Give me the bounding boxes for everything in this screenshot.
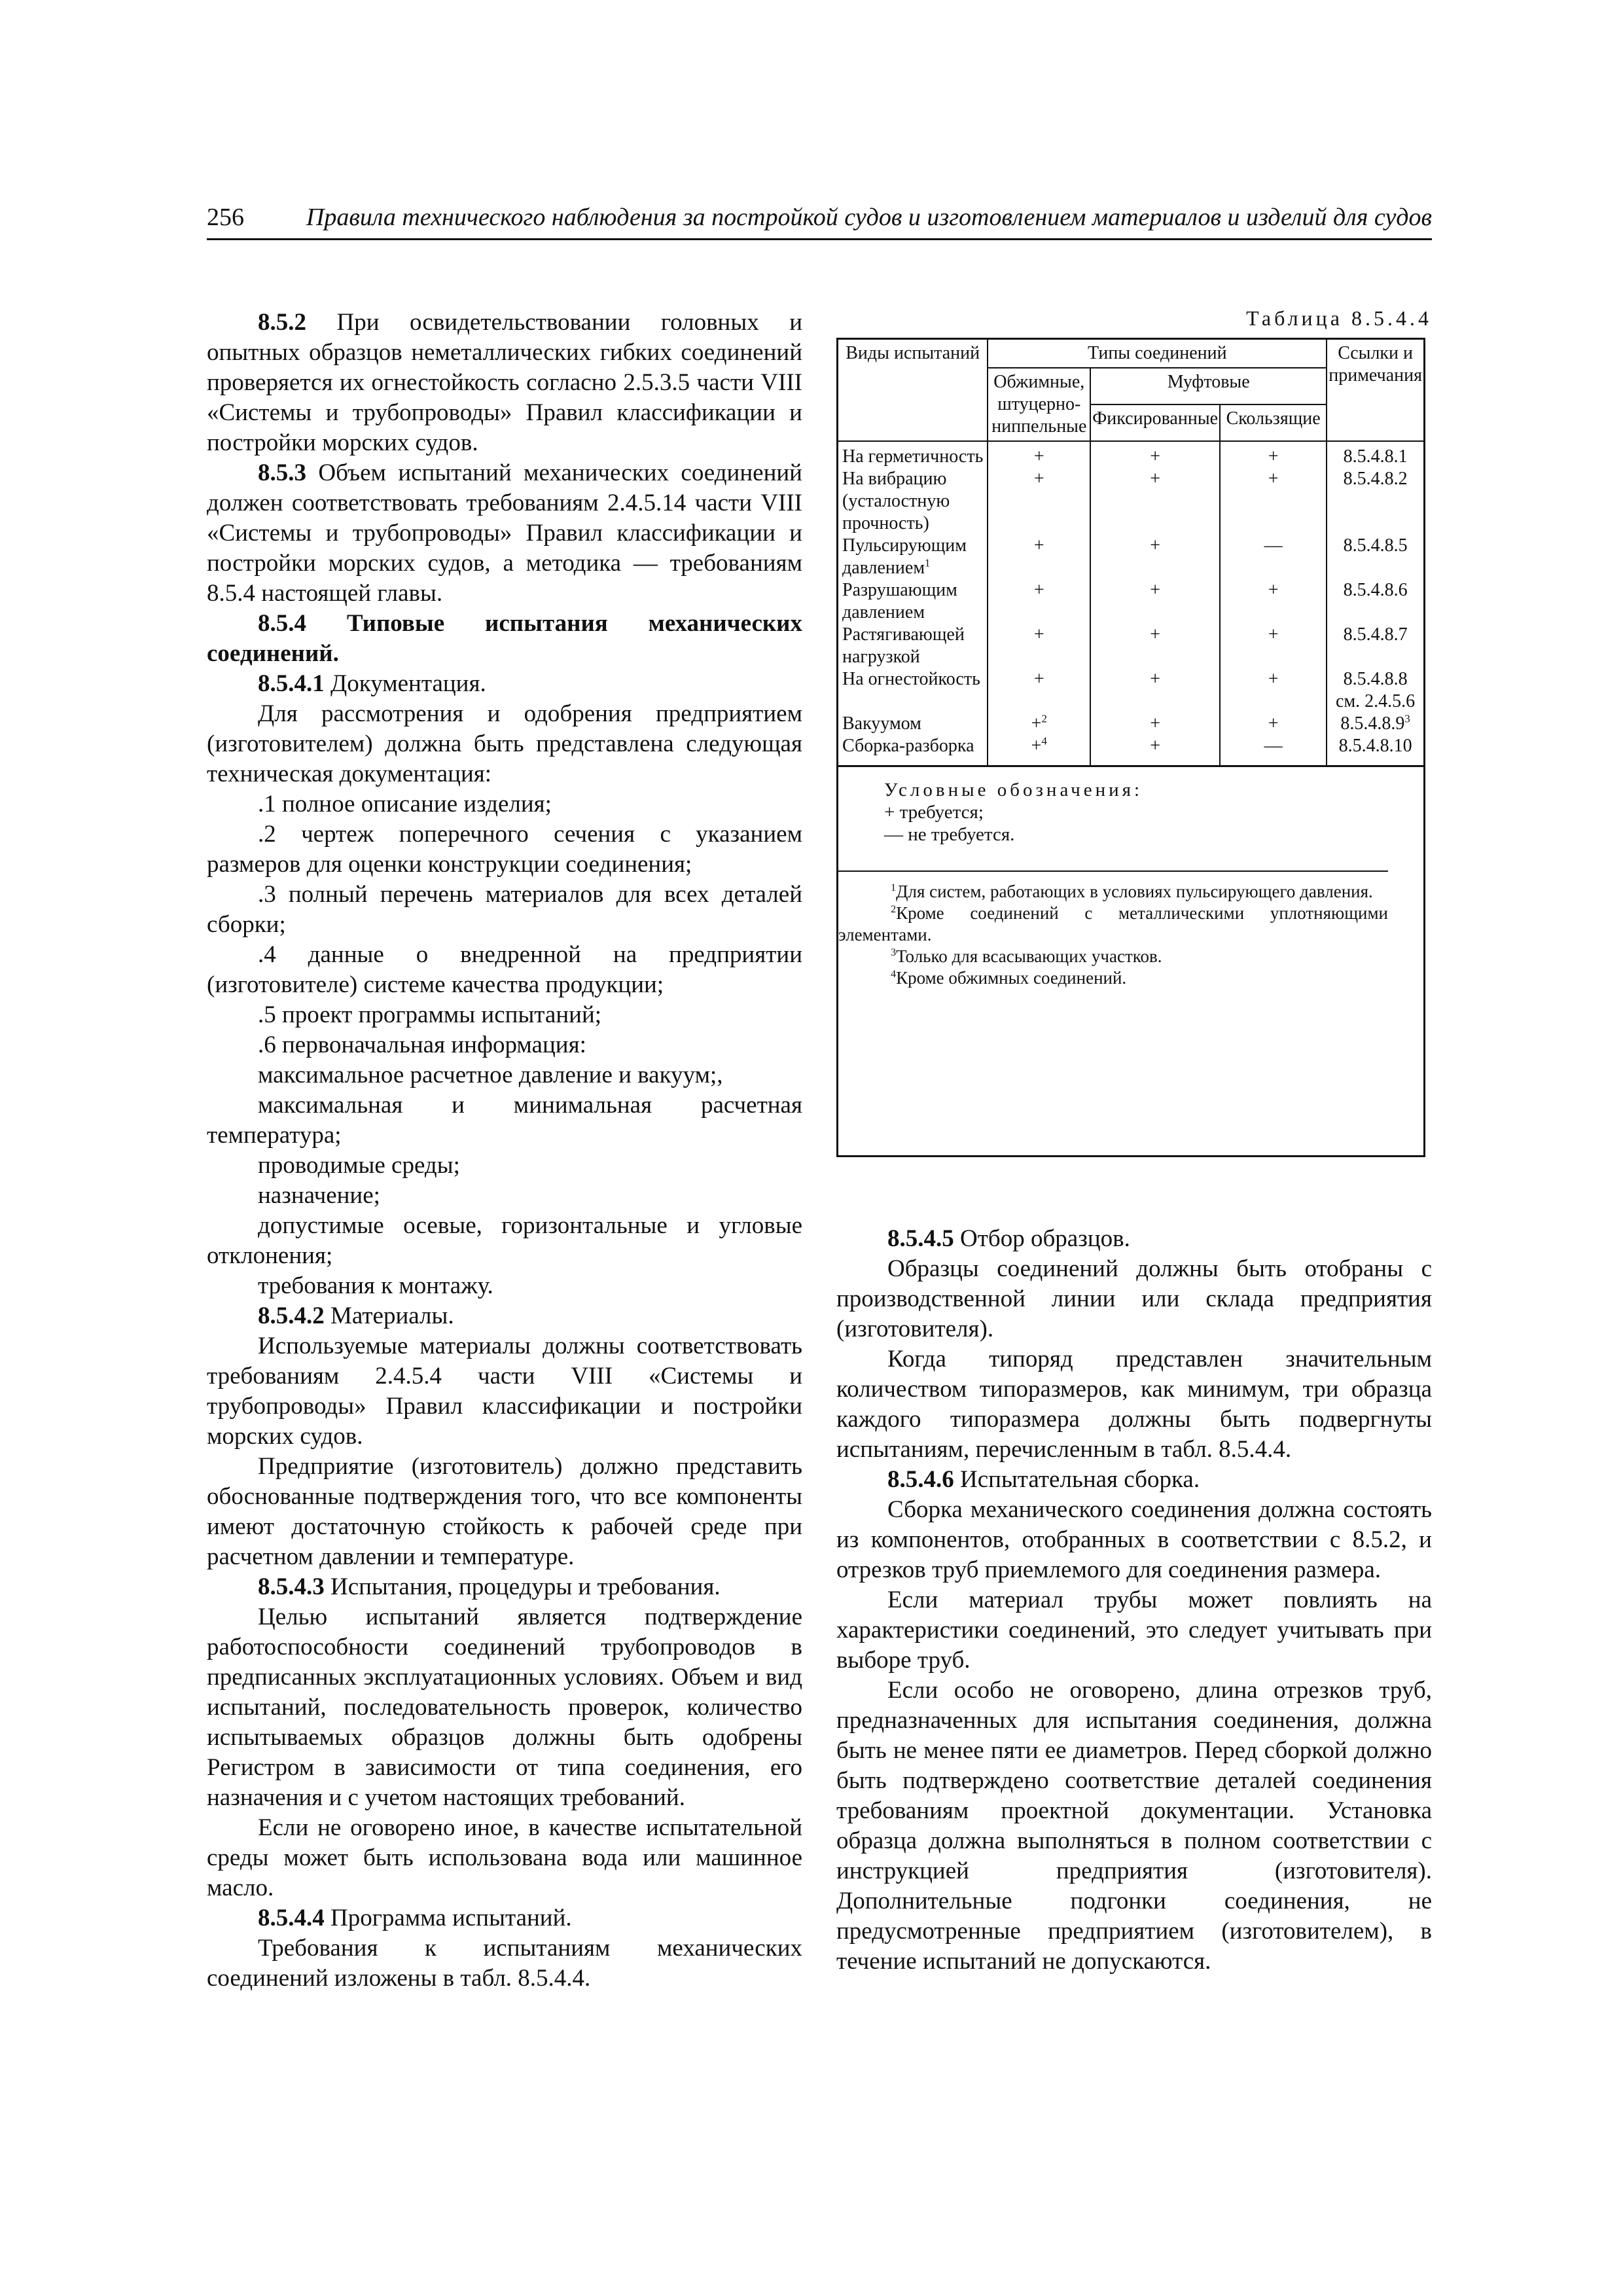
ref-text: см. 2.4.5.6 [1336, 691, 1416, 711]
cell-ref: 8.5.4.8.2 [1327, 468, 1423, 535]
paragraph-8-5-4-1 [207, 669, 802, 699]
cell-fixed: + [1090, 468, 1220, 535]
clause-number: 8.5.4.5 [887, 1225, 954, 1252]
clause-text: Программа испытаний. [324, 1905, 572, 1931]
paragraph-8-5-2 [207, 308, 802, 458]
footnote-text: Кроме соединений с металлическими уплотняющими элементами. [838, 903, 1388, 944]
footnote [838, 881, 1388, 903]
cell-crimp: + [988, 535, 1090, 579]
legend-required: + требуется; [884, 802, 984, 823]
section-heading-8-5-4: 8.5.4 Типовые испытания механических соединений. [207, 610, 802, 667]
cell-fixed: + [1090, 713, 1220, 735]
running-title: Правила технического наблюдения за постройкой судов и изготовлением материалов и изделий для судов [306, 204, 1432, 231]
table-8-5-4-4 [836, 338, 1425, 1157]
header-joint-types: Типы соединений [988, 340, 1327, 368]
table-row [838, 624, 1423, 668]
row-name: На вибрацию (усталостную прочность) [842, 469, 950, 533]
legend-title: Условные обозначения: [884, 780, 1143, 800]
cell-crimp: + [988, 668, 1090, 713]
clause-text: Испытательная сборка. [954, 1466, 1200, 1493]
ref-text: 8.5.4.8.9 [1340, 713, 1405, 734]
paragraph-test-goal: Целью испытаний является подтверждение работоспособности соединений трубопроводов в предписанных эксплуатационных условиях. Объем и вид испытаний, последовательность проверок, количество испытываемых образцов должны быть одобрены Регистром в зависимости от типа соединения, его назначения и с учетом настоящих требований. [207, 1604, 802, 1811]
paragraph-manufacturer: Предприятие (изготовитель) должно представить обоснованные подтверждения того, что все компоненты имеют достаточную стойкость к рабочей среде при расчетном давлении и температуре. [207, 1453, 802, 1570]
cell-fixed: + [1090, 441, 1220, 468]
right-column [836, 1224, 1432, 1977]
footnote-text: Для систем, работающих в условиях пульсирующего давления. [896, 882, 1373, 901]
list-item: .3 полный перечень материалов для всех деталей сборки; [207, 881, 802, 938]
info-item: назначение; [258, 1182, 380, 1209]
footnote [838, 967, 1388, 989]
left-column [207, 308, 802, 1994]
table-row [838, 713, 1423, 735]
clause-number: 8.5.3 [258, 459, 306, 486]
clause-text: Испытания, процедуры и требования. [324, 1573, 721, 1600]
cell-crimp: + [988, 624, 1090, 668]
cell-ref: 8.5.4.8.6 [1327, 579, 1423, 624]
list-item: .6 первоначальная информация: [258, 1031, 586, 1058]
footnote-mark: 4 [891, 968, 897, 980]
info-item: допустимые осевые, горизонтальные и угловые отклонения; [207, 1212, 802, 1269]
list-item: .4 данные о внедренной на предприятии (изготовителе) системе качества продукции; [207, 941, 802, 998]
table-footnotes [838, 870, 1388, 989]
clause-text: Документация. [324, 670, 486, 697]
row-name: Сборка-разборка [842, 736, 974, 756]
cell-ref: 8.5.4.8.7 [1327, 624, 1423, 668]
footnote-mark: 1 [891, 882, 897, 893]
page-header [207, 196, 1432, 240]
ref-text: 8.5.4.8.8 [1343, 669, 1408, 689]
cell-value: + [1031, 736, 1042, 756]
cell-crimp: + [988, 468, 1090, 535]
table-row [838, 735, 1423, 765]
table-row [838, 468, 1423, 535]
cell-sliding: — [1220, 735, 1327, 765]
paragraph-test-medium: Если не оговорено иное, в качестве испытательной среды может быть использована вода или машинное масло. [207, 1814, 802, 1901]
cell-sliding: + [1220, 468, 1327, 535]
table-row [838, 579, 1423, 624]
row-name: Разрушающим давлением [842, 580, 957, 622]
footnote-text: Кроме обжимных соединений. [896, 968, 1127, 988]
header-coupling: Муфтовые [1090, 368, 1327, 404]
row-name: Вакуумом [842, 713, 921, 734]
cell-sliding: + [1220, 713, 1327, 735]
paragraph-8-5-4-4 [207, 1903, 802, 1933]
clause-number: 8.5.2 [258, 309, 306, 336]
header-test-types: Виды испытаний [838, 340, 988, 441]
list-item: .1 полное описание изделия; [258, 791, 552, 817]
paragraph-sampling: Образцы соединений должны быть отобраны с производственной линии или склада предприятия (изготовителя). [836, 1255, 1432, 1342]
footnote-mark: 1 [925, 556, 931, 569]
paragraph-materials: Используемые материалы должны соответствовать требованиям 2.4.5.4 части VIII «Системы и трубопроводы» Правил классификации и постройки морских судов. [207, 1333, 802, 1450]
table-legend [838, 765, 1423, 851]
info-item: максимальное расчетное давление и вакуум;, [258, 1062, 723, 1088]
cell-fixed: + [1090, 624, 1220, 668]
table-row [838, 441, 1423, 468]
cell-sliding: + [1220, 624, 1327, 668]
clause-text: Объем испытаний механических соединений должен соответствовать требованиям 2.4.5.14 части VIII «Системы и трубопроводы» Правил классификации и постройки морских судов, а методика — требованиям 8.5.4 настоящей главы. [207, 459, 802, 607]
cell-crimp [988, 713, 1090, 735]
cell-fixed: + [1090, 735, 1220, 765]
table-caption: Таблица 8.5.4.4 [1246, 306, 1432, 330]
row-name: На огнестойкость [842, 669, 980, 689]
row-name-text: Пульсирующим давлением [842, 535, 967, 578]
cell-value: + [1031, 713, 1042, 734]
header-sliding: Скользящие [1220, 404, 1327, 441]
cell-fixed: + [1090, 535, 1220, 579]
cell-fixed: + [1090, 668, 1220, 713]
page-number: 256 [207, 204, 244, 231]
clause-number: 8.5.4.4 [258, 1905, 325, 1931]
clause-text: Отбор образцов. [954, 1225, 1130, 1252]
paragraph-8-5-4-6 [836, 1465, 1432, 1495]
cell-sliding: + [1220, 441, 1327, 468]
cell-sliding: + [1220, 579, 1327, 624]
clause-text: При освидетельствовании головных и опытных образцов неметаллических гибких соединений проверяется их огнестойкость согласно 2.5.3.5 части VIII «Системы и трубопроводы» Правил классификации и постройки морских судов. [207, 309, 802, 456]
clause-number: 8.5.4.3 [258, 1573, 325, 1600]
paragraph-test-program: Требования к испытаниям механических соединений изложены в табл. 8.5.4.4. [207, 1935, 802, 1992]
info-item: максимальная и минимальная расчетная температура; [207, 1092, 802, 1149]
footnote-text: Только для всасывающих участков. [896, 946, 1162, 966]
cell-ref: 8.5.4.8.10 [1327, 735, 1423, 765]
paragraph-8-5-4-5 [836, 1224, 1432, 1254]
tests-table [838, 340, 1423, 765]
table-row [838, 535, 1423, 579]
footnote [838, 903, 1388, 946]
info-item: требования к монтажу. [258, 1272, 493, 1299]
footnote-mark: 3 [891, 946, 897, 958]
footnote-mark: 2 [1041, 712, 1047, 725]
row-name: Растягивающей нагрузкой [842, 624, 965, 667]
clause-number: 8.5.4.2 [258, 1302, 325, 1329]
paragraph-pipe-material: Если материал трубы может повлиять на характеристики соединений, это следует учитывать при выборе труб. [836, 1587, 1432, 1674]
legend-not-required: — не требуется. [884, 824, 1015, 845]
header-references: Ссылки и примечания [1327, 340, 1423, 441]
row-name: На герметичность [842, 446, 984, 467]
paragraph-documentation-intro: Для рассмотрения и одобрения предприятием (изготовителем) должна быть представлена следующая техническая документация: [207, 700, 802, 787]
list-item: .5 проект программы испытаний; [258, 1001, 602, 1028]
footnote [838, 946, 1388, 967]
paragraph-sizes: Когда типоряд представлен значительным количеством типоразмеров, как минимум, три образца каждого типоразмера должны быть подвергнуты испытаниям, перечисленным в табл. 8.5.4.4. [836, 1346, 1432, 1463]
paragraph-8-5-4-3 [207, 1572, 802, 1602]
cell-ref [1327, 713, 1423, 735]
row-name [838, 535, 988, 579]
clause-number: 8.5.4.1 [258, 670, 325, 697]
table-row [838, 668, 1423, 713]
cell-crimp: + [988, 579, 1090, 624]
paragraph-8-5-4-2 [207, 1301, 802, 1331]
header-fixed: Фиксированные [1090, 404, 1220, 441]
list-item: .2 чертеж поперечного сечения с указанием размеров для оценки конструкции соединения; [207, 821, 802, 878]
cell-ref: 8.5.4.8.1 [1327, 441, 1423, 468]
cell-fixed: + [1090, 579, 1220, 624]
cell-crimp: + [988, 441, 1090, 468]
cell-sliding: + [1220, 668, 1327, 713]
cell-sliding: — [1220, 535, 1327, 579]
clause-number: 8.5.4.6 [887, 1466, 954, 1493]
paragraph-8-5-3 [207, 458, 802, 609]
header-crimp: Обжимные, штуцерно-ниппельные [988, 368, 1090, 441]
cell-crimp [988, 735, 1090, 765]
footnote-mark: 3 [1404, 712, 1410, 725]
paragraph-pipe-length: Если особо не оговорено, длина отрезков труб, предназначенных для испытания соединения, должна быть не менее пяти ее диаметров. Перед сборкой должно быть подтверждено соответствие деталей соединения требованиям проектной документации. Установка образца должна выполняться в полном соответствии с инструкцией предприятия (изготовителя). Дополнительные подгонки соединения, не предусмотренные предприятием (изготовителем), в течение испытаний не допускаются. [836, 1677, 1432, 1975]
cell-ref: 8.5.4.8.5 [1327, 535, 1423, 579]
footnote-mark: 2 [891, 903, 897, 915]
cell-ref [1327, 668, 1423, 713]
paragraph-assembly: Сборка механического соединения должна состоять из компонентов, отобранных в соответствии с 8.5.2, и отрезков труб приемлемого для соединения размера. [836, 1496, 1432, 1583]
clause-text: Материалы. [324, 1302, 454, 1329]
info-item: проводимые среды; [258, 1152, 460, 1179]
footnote-mark: 4 [1041, 734, 1047, 747]
